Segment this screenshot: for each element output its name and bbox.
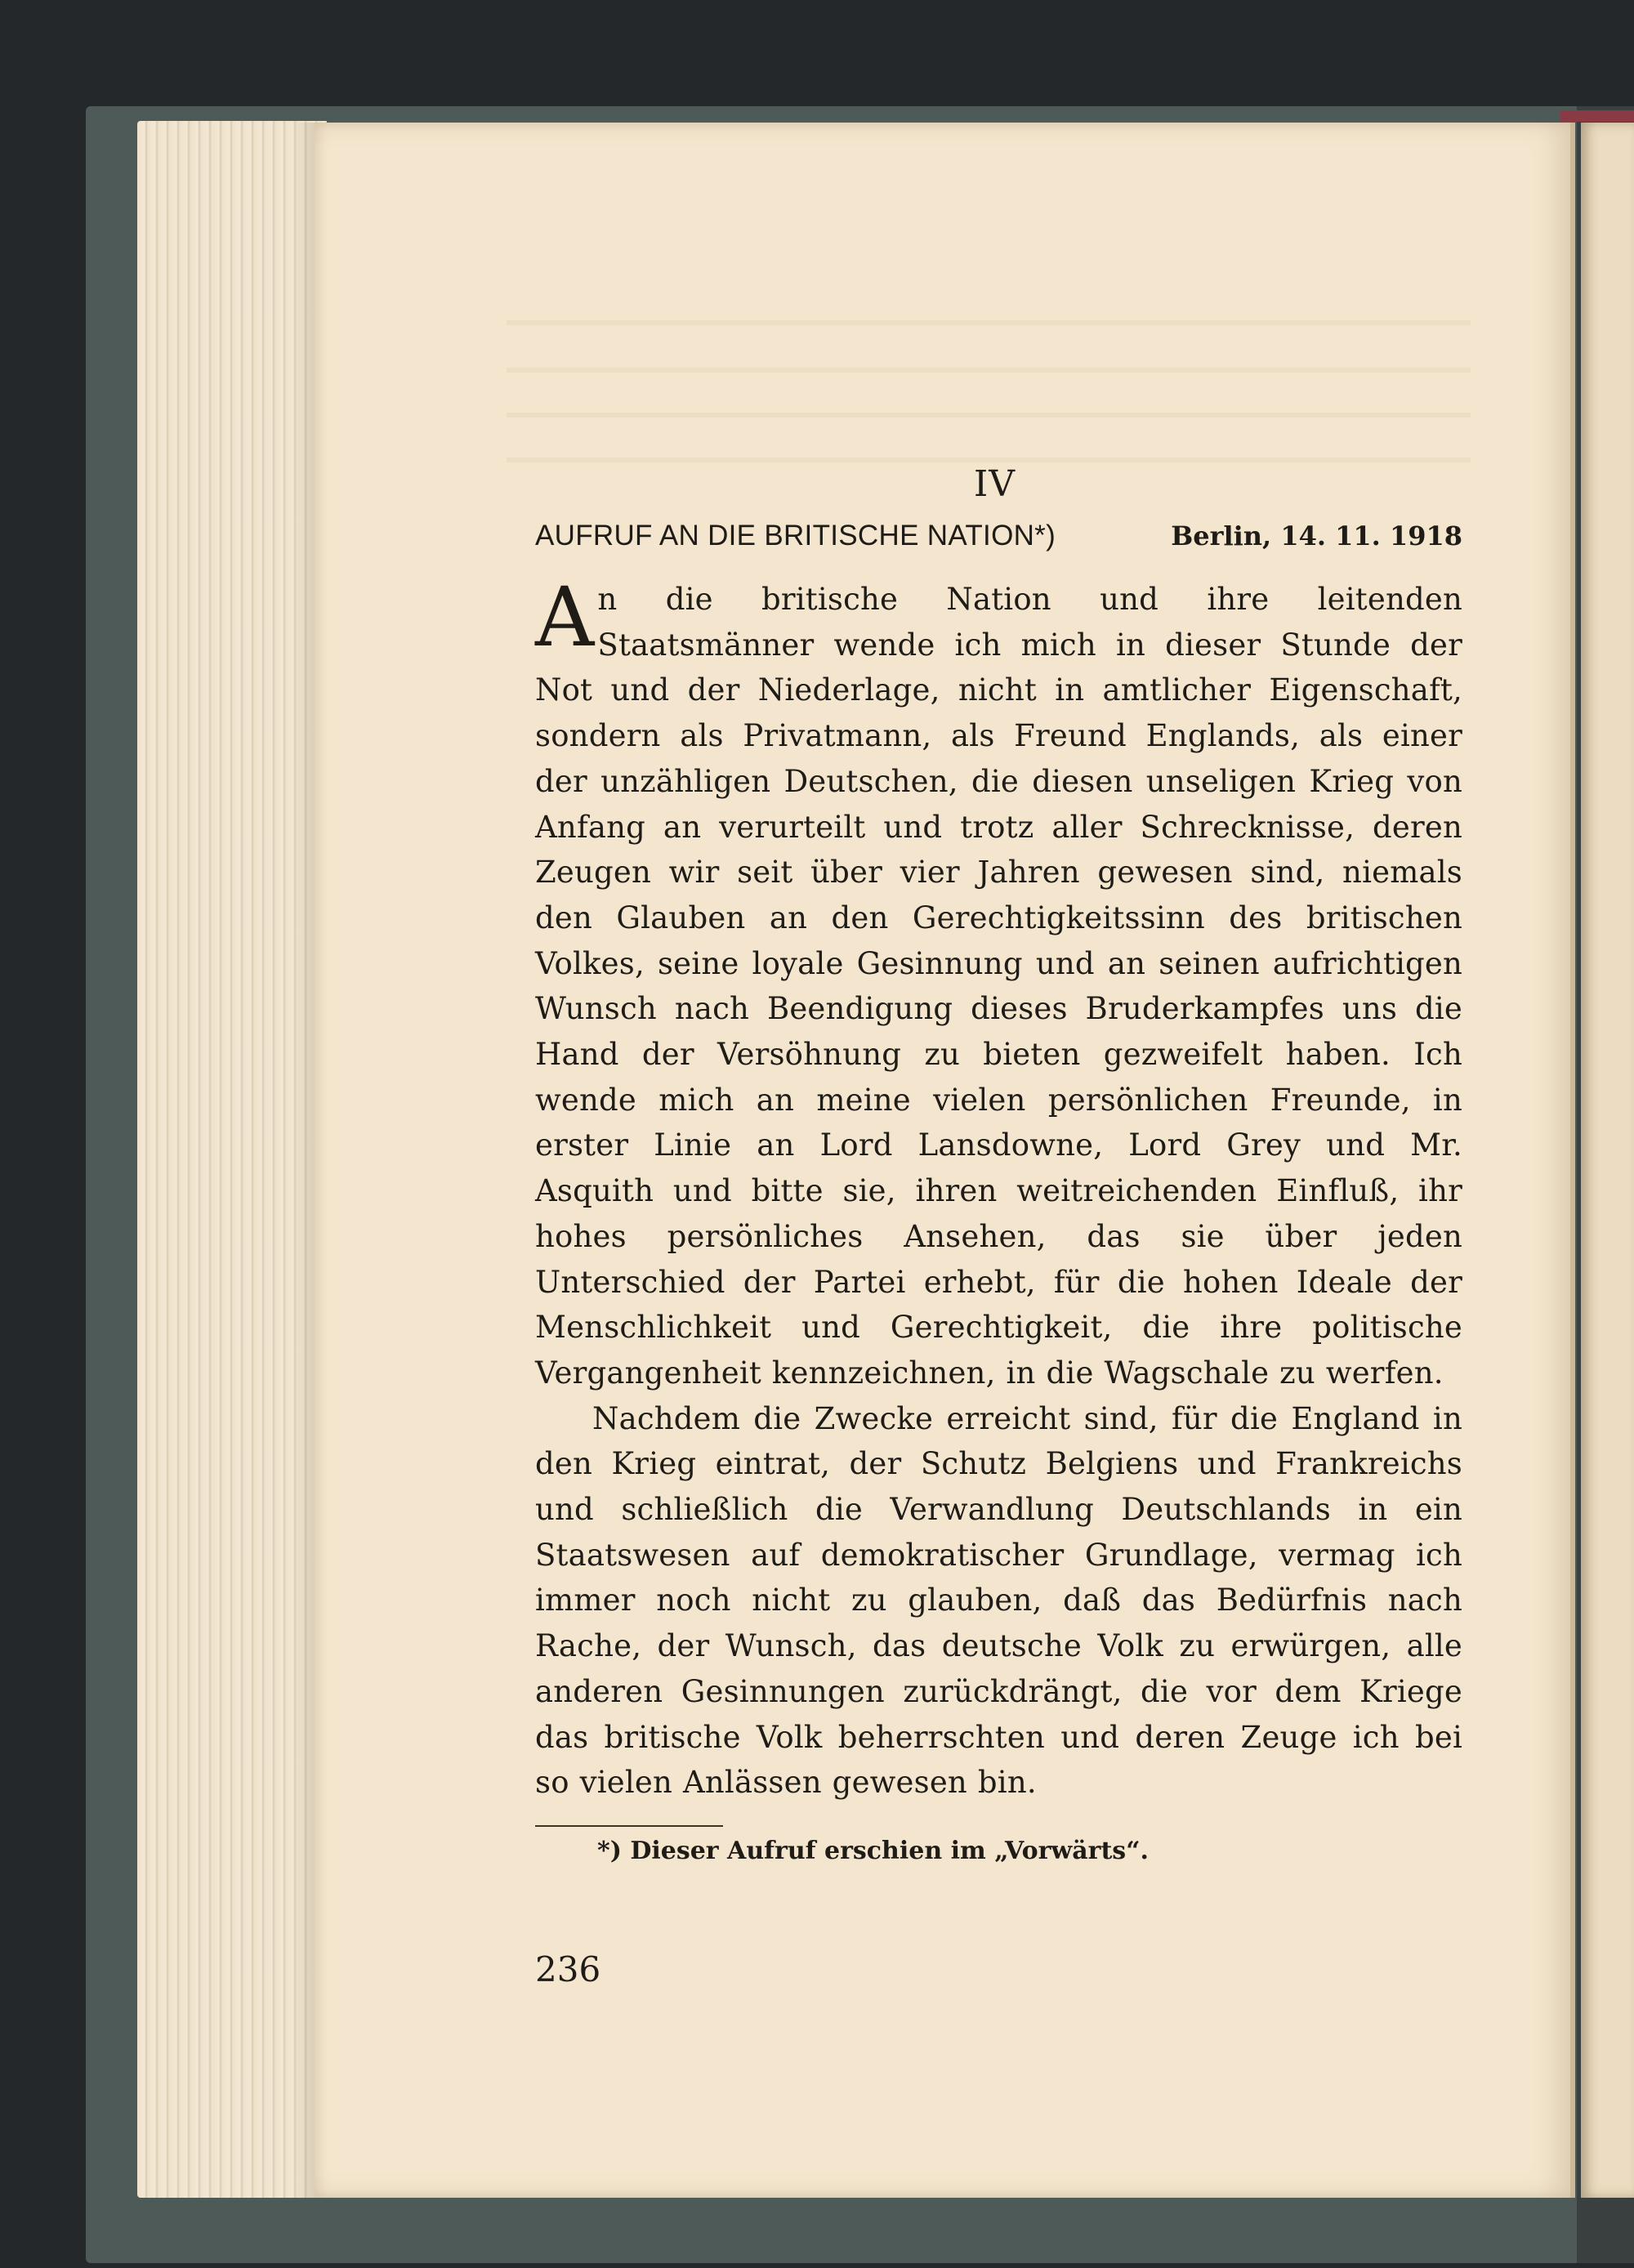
footnote-rule	[535, 1825, 723, 1827]
paragraph-2: Nachdem die Zwecke erreicht sind, für die England in den Krieg eintrat, der Schutz Belgiens und Frankreichs und schließlich die Verwandlung Deutschlands in ein Staatswesen auf demokratischer Grundlage, vermag ich immer noch nicht zu glauben, daß das Bedürfnis nach Rache, der Wunsch, das deutsche Volk zu erwürgen, alle anderen Gesinnungen zurückdrängt, die vor dem Kriege das britische Volk beherrschten und deren Zeuge ich bei so vielen Anlässen gewesen bin.	[535, 1400, 1462, 1801]
page-text	[535, 458, 1462, 1865]
chapter-heading	[535, 520, 1462, 565]
chapter-title: AUFRUF AN DIE BRITISCHE NATION*)	[535, 520, 1056, 551]
footnote: *) Dieser Aufruf erschien im „Vorwärts“.	[597, 1836, 1149, 1865]
paragraph-1	[535, 569, 1462, 1396]
show-through-line	[507, 368, 1471, 373]
chapter-date: Berlin, 14. 11. 1918	[1171, 520, 1462, 551]
red-page-edge	[1560, 110, 1634, 122]
show-through-line	[507, 413, 1471, 417]
page-number: 236	[535, 1949, 601, 1989]
show-through-line	[507, 320, 1471, 325]
drop-cap: A	[535, 569, 595, 665]
paragraph-1-text: n die britische Nation und ihre leitenden Staatsmänner wende ich mich in dieser Stunde der Not und der Niederlage, nicht in amtlicher Eigenschaft, sondern als Privatmann, als Freund Englands, als einer der unzähligen Deutschen, die diesen unseligen Krieg von Anfang an verurteilt und trotz aller Schrecknisse, deren Zeugen wir seit über vier Jahren gewesen sind, niemals den Glauben an den Gerechtigkeitssinn des britischen Volkes, seine loyale Gesinnung und an seinen aufrichtigen Wunsch nach Beendigung dieses Bruderkampfes uns die Hand der Versöhnung zu bieten gezweifelt haben. Ich wende mich an meine vielen persönlichen Freunde, in erster Linie an Lord Lansdowne, Lord Grey und Mr. Asquith und bitte sie, ihren weitreichenden Einfluß, ihr hohes persönliches Ansehen, das sie über jeden Unterschied der Partei erhebt, für die hohen Ideale der Menschlichkeit und Gerechtigkeit, die ihre politische Vergangenheit kennzeichnen, in die Wagschale zu werfen.	[535, 582, 1462, 1391]
gutter	[1570, 123, 1575, 2198]
facing-page-edge	[1581, 123, 1634, 2198]
chapter-numeral: IV	[973, 463, 1016, 505]
